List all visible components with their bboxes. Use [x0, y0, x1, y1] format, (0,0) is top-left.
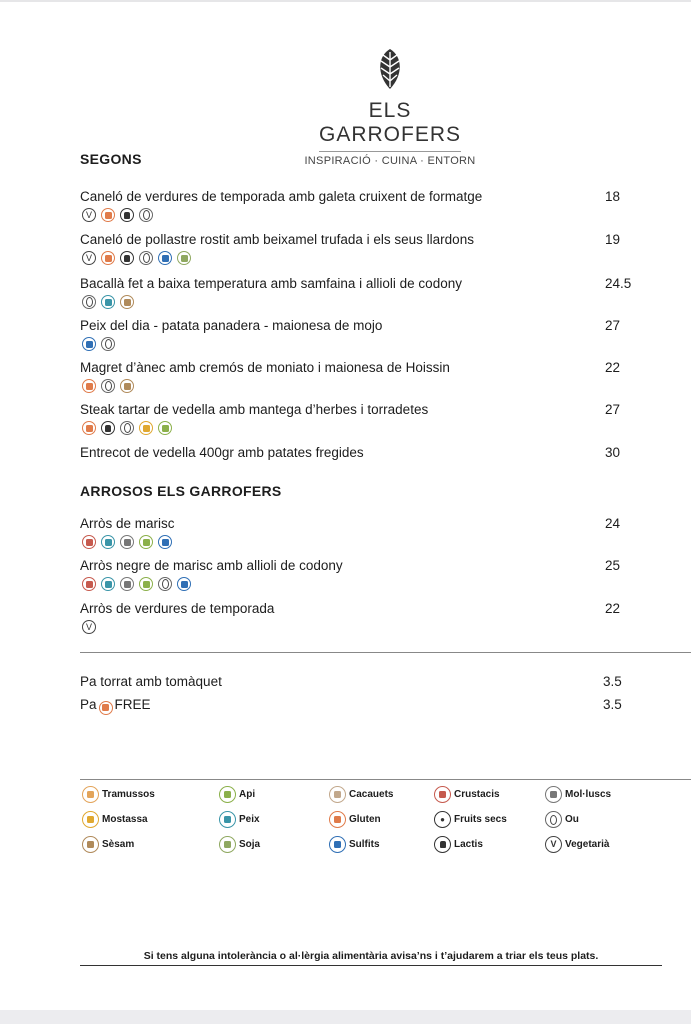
leaf-logo-icon	[376, 48, 404, 90]
dish-name: Bacallà fet a baixa temperatura amb samfaina i allioli de codony	[80, 276, 462, 291]
fruits-secs-icon: ●	[434, 811, 451, 828]
mostassa-icon	[139, 421, 153, 435]
legend-item	[219, 786, 255, 803]
allergen-icons	[82, 337, 640, 351]
legend-label: Tramussos	[102, 789, 155, 800]
ou-icon	[139, 208, 153, 222]
dish-price: 22	[605, 360, 621, 375]
mostassa-icon	[82, 811, 99, 828]
legend-label: Lactis	[454, 839, 483, 850]
legend-item	[434, 836, 483, 853]
dish-price: 18	[605, 189, 621, 204]
legend-item	[82, 811, 148, 828]
soja-icon	[177, 251, 191, 265]
legend-label: Cacauets	[349, 789, 394, 800]
top-edge	[0, 0, 691, 2]
dish-name: Entrecot de vedella 400gr amb patates fregides	[80, 445, 364, 460]
legend-item	[329, 811, 381, 828]
sesam-icon	[82, 836, 99, 853]
dish-name: Caneló de pollastre rostit amb beixamel trufada i els seus llardons	[80, 232, 474, 247]
extra-item	[80, 674, 640, 689]
dish-price: 24.5	[605, 276, 632, 291]
ou-icon	[82, 295, 96, 309]
legend-item	[82, 836, 134, 853]
dish-price: 19	[605, 232, 621, 247]
dish-price: 27	[605, 402, 621, 417]
ou-icon	[120, 421, 134, 435]
crustacis-icon	[82, 535, 96, 549]
section-title: ARROSOS ELS GARROFERS	[80, 483, 282, 499]
legend-label: Soja	[239, 839, 261, 850]
ou-icon	[158, 577, 172, 591]
ou-icon	[101, 379, 115, 393]
vegetaria-icon: V	[82, 620, 96, 634]
allergen-icons	[82, 535, 640, 549]
allergy-notice: Si tens alguna intolerància o al·lèrgia alimentària avisa’ns i t’ajudarem a triar els teus plats.	[143, 950, 599, 962]
crustacis-icon	[434, 786, 451, 803]
peix-icon	[219, 811, 236, 828]
legend-label: Sulfits	[349, 839, 380, 850]
molluscs-icon	[120, 577, 134, 591]
lactis-icon	[434, 836, 451, 853]
legend-item	[434, 811, 507, 828]
ou-icon	[545, 811, 562, 828]
menu-item	[80, 402, 640, 435]
ou-icon	[139, 251, 153, 265]
crustacis-icon	[82, 577, 96, 591]
sulfits-icon	[158, 535, 172, 549]
menu-item	[80, 189, 640, 222]
brand-tagline: INSPIRACIÓ · CUINA · ENTORN	[304, 155, 476, 167]
gluten-icon	[82, 379, 96, 393]
gluten-icon	[101, 251, 115, 265]
dish-price: 22	[605, 601, 621, 616]
sulfits-icon	[329, 836, 346, 853]
vegetaria-icon: V	[545, 836, 562, 853]
sulfits-icon	[158, 251, 172, 265]
legend-divider	[80, 779, 691, 780]
menu-item	[80, 445, 640, 460]
gluten-icon	[329, 811, 346, 828]
extra-suffix: FREE	[114, 697, 151, 712]
api-icon	[139, 535, 153, 549]
legend-label: Crustacis	[454, 789, 500, 800]
legend-item	[219, 811, 260, 828]
sesam-icon	[120, 295, 134, 309]
dish-price: 30	[605, 445, 621, 460]
legend-item	[434, 786, 500, 803]
vegetaria-icon: V	[82, 251, 96, 265]
menu-item	[80, 360, 640, 393]
legend-item	[329, 786, 393, 803]
api-icon	[139, 577, 153, 591]
extra-price: 3.5	[603, 697, 622, 712]
dish-price: 27	[605, 318, 621, 333]
sulfits-icon	[82, 337, 96, 351]
brand-divider	[319, 151, 461, 152]
section-title: SEGONS	[80, 151, 142, 167]
allergen-icons	[82, 620, 640, 634]
extra-item	[80, 697, 640, 715]
legend-label: Mol·luscs	[565, 789, 612, 800]
gluten-icon	[99, 701, 113, 715]
divider	[80, 652, 691, 653]
legend-item	[545, 786, 611, 803]
dish-name: Arròs de marisc	[80, 516, 175, 531]
legend-item	[545, 811, 579, 828]
legend-item	[545, 836, 609, 853]
menu-item	[80, 601, 640, 634]
peix-icon	[101, 295, 115, 309]
extra-price: 3.5	[603, 674, 622, 689]
sesam-icon	[120, 379, 134, 393]
menu-item	[80, 232, 640, 265]
soja-icon	[219, 836, 236, 853]
sulfits-icon	[177, 577, 191, 591]
legend-label: Peix	[239, 814, 260, 825]
dish-name: Magret d’ànec amb cremós de moniato i maionesa de Hoissin	[80, 360, 450, 375]
footer-divider	[80, 965, 662, 966]
allergen-icons	[82, 251, 640, 265]
extra-name: Pa torrat amb tomàquet	[80, 674, 222, 689]
dish-price: 25	[605, 558, 621, 573]
gluten-icon	[82, 421, 96, 435]
menu-item	[80, 516, 640, 549]
api-icon	[158, 421, 172, 435]
legend-label: Api	[239, 789, 256, 800]
ou-icon	[101, 337, 115, 351]
menu-item	[80, 276, 640, 309]
legend-label: Sèsam	[102, 839, 135, 850]
dish-name: Steak tartar de vedella amb mantega d’herbes i torradetes	[80, 402, 429, 417]
legend-label: Mostassa	[102, 814, 148, 825]
allergen-icons	[82, 379, 640, 393]
tramussos-icon	[82, 786, 99, 803]
menu-item	[80, 558, 640, 591]
dish-price: 24	[605, 516, 621, 531]
menu-item	[80, 318, 640, 351]
allergen-icons	[82, 577, 640, 591]
molluscs-icon	[545, 786, 562, 803]
brand-name: ELS GARROFERS	[318, 99, 461, 146]
legend-label: Fruits secs	[454, 814, 507, 825]
cacauets-icon	[329, 786, 346, 803]
molluscs-icon	[120, 535, 134, 549]
extra-name: Pa	[80, 697, 97, 712]
allergen-icons	[82, 208, 640, 222]
api-icon	[219, 786, 236, 803]
bottom-edge	[0, 1010, 691, 1024]
legend-item	[329, 836, 380, 853]
vegetaria-icon: V	[82, 208, 96, 222]
legend-item	[219, 836, 260, 853]
allergen-icons	[82, 421, 640, 435]
gluten-icon-wrap	[99, 701, 113, 715]
legend-label: Gluten	[349, 814, 381, 825]
dish-name: Caneló de verdures de temporada amb galeta cruixent de formatge	[80, 189, 483, 204]
lactis-icon	[101, 421, 115, 435]
lactis-icon	[120, 208, 134, 222]
gluten-icon	[101, 208, 115, 222]
dish-name: Arròs negre de marisc amb allioli de codony	[80, 558, 343, 573]
peix-icon	[101, 577, 115, 591]
dish-name: Arròs de verdures de temporada	[80, 601, 275, 616]
allergen-icons	[82, 295, 640, 309]
logo	[300, 48, 480, 167]
legend-label: Ou	[565, 814, 579, 825]
dish-name: Peix del dia - patata panadera - maionesa de mojo	[80, 318, 383, 333]
peix-icon	[101, 535, 115, 549]
legend-item	[82, 786, 155, 803]
lactis-icon	[120, 251, 134, 265]
legend-label: Vegetarià	[565, 839, 610, 850]
